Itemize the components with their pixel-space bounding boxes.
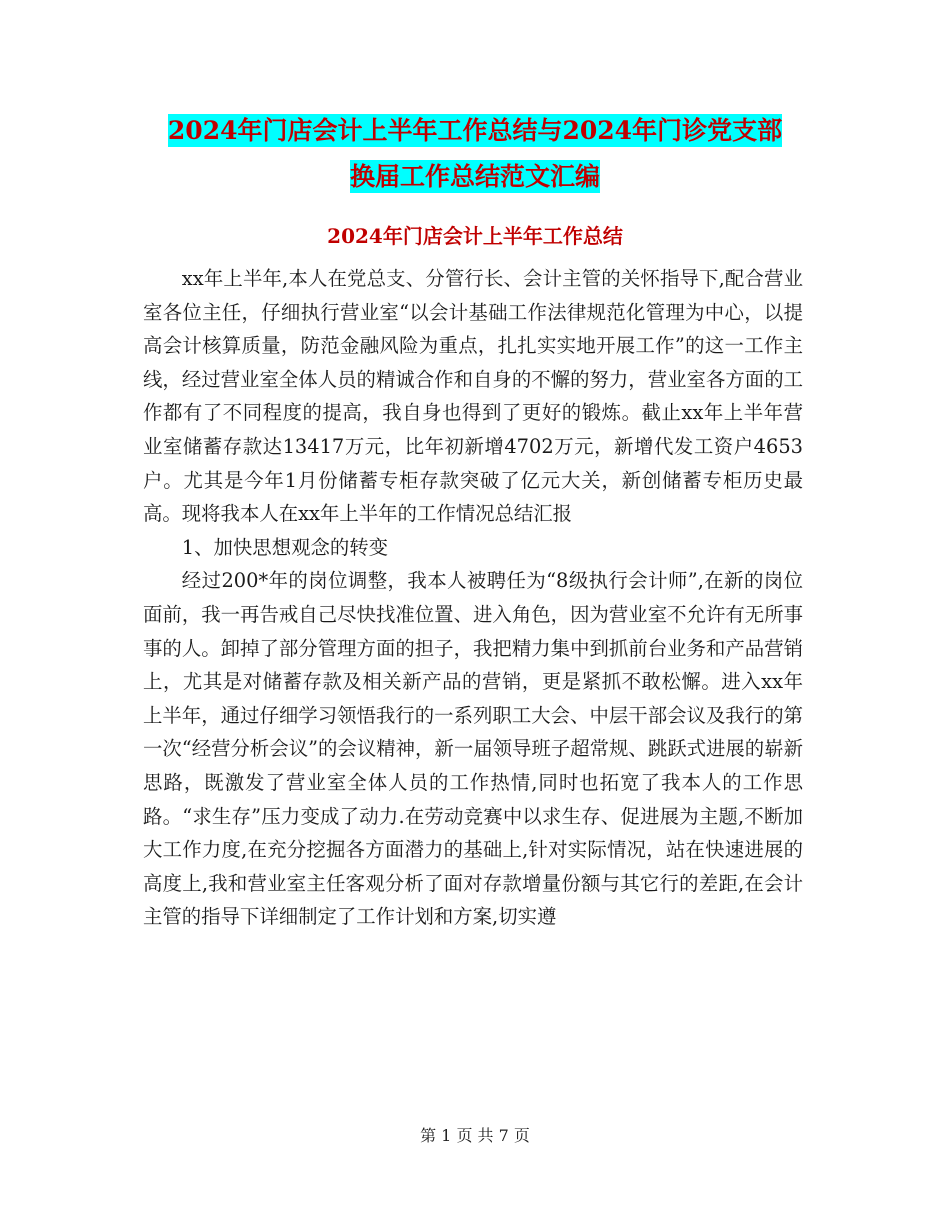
document-body xyxy=(143,262,803,934)
paragraph-heading-1: 1、加快思想观念的转变 xyxy=(181,535,389,559)
paragraph-body-1: 经过200*年的岗位调整，我本人被聘任为“8级执行会计师”,在新的岗位面前，我一再告戒自己尽快找准位置、进入角色，因为营业室不允许有无所事事的人。卸掉了部分管理方面的担子，我把精力集中到抓前台业务和产品营销上，尤其是对储蓄存款及相关新产品的营销，更是紧抓不敢松懈。进入xx年上半年，通过仔细学习领悟我行的一系列职工大会、中层干部会议及我行的第一次“经营分析会议”的会议精神，新一届领导班子超常规、跳跃式进展的崭新思路，既激发了营业室全体人员的工作热情,同时也拓宽了我本人的工作思路。“求生存”压力变成了动力.在劳动竞赛中以求生存、促进展为主题,不断加大工作力度,在充分挖掘各方面潜力的基础上,针对实际情况，站在快速进展的高度上,我和营业室主任客观分析了面对存款增量份额与其它行的差距,在会计主管的指导下详细制定了工作计划和方案,切实遵 xyxy=(143,569,803,929)
page-footer: 第 1 页 共 7 页 xyxy=(420,1126,530,1145)
title-line-2: 换届工作总结范文汇编 xyxy=(349,162,600,191)
title-line-1: 2024年门店会计上半年工作总结与2024年门诊党支部 xyxy=(167,116,783,145)
document-title xyxy=(0,108,950,200)
section-title: 2024年门店会计上半年工作总结 xyxy=(327,224,623,248)
paragraph-intro: xx年上半年,本人在党总支、分管行长、会计主管的关怀指导下,配合营业室各位主任，仔细执行营业室“以会计基础工作法律规范化管理为中心，以提高会计核算质量，防范金融风险为重点，扎扎实实地开展工作”的这一工作主线，经过营业室全体人员的精诚合作和自身的不懈的努力，营业室各方面的工作都有了不同程度的提高，我自身也得到了更好的锻炼。截止xx年上半年营业室储蓄存款达13417万元，比年初新增4702万元，新增代发工资户4653户。尤其是今年1月份储蓄专柜存款突破了亿元大关，新创储蓄专柜历史最高。现将我本人在xx年上半年的工作情况总结汇报 xyxy=(143,267,803,526)
